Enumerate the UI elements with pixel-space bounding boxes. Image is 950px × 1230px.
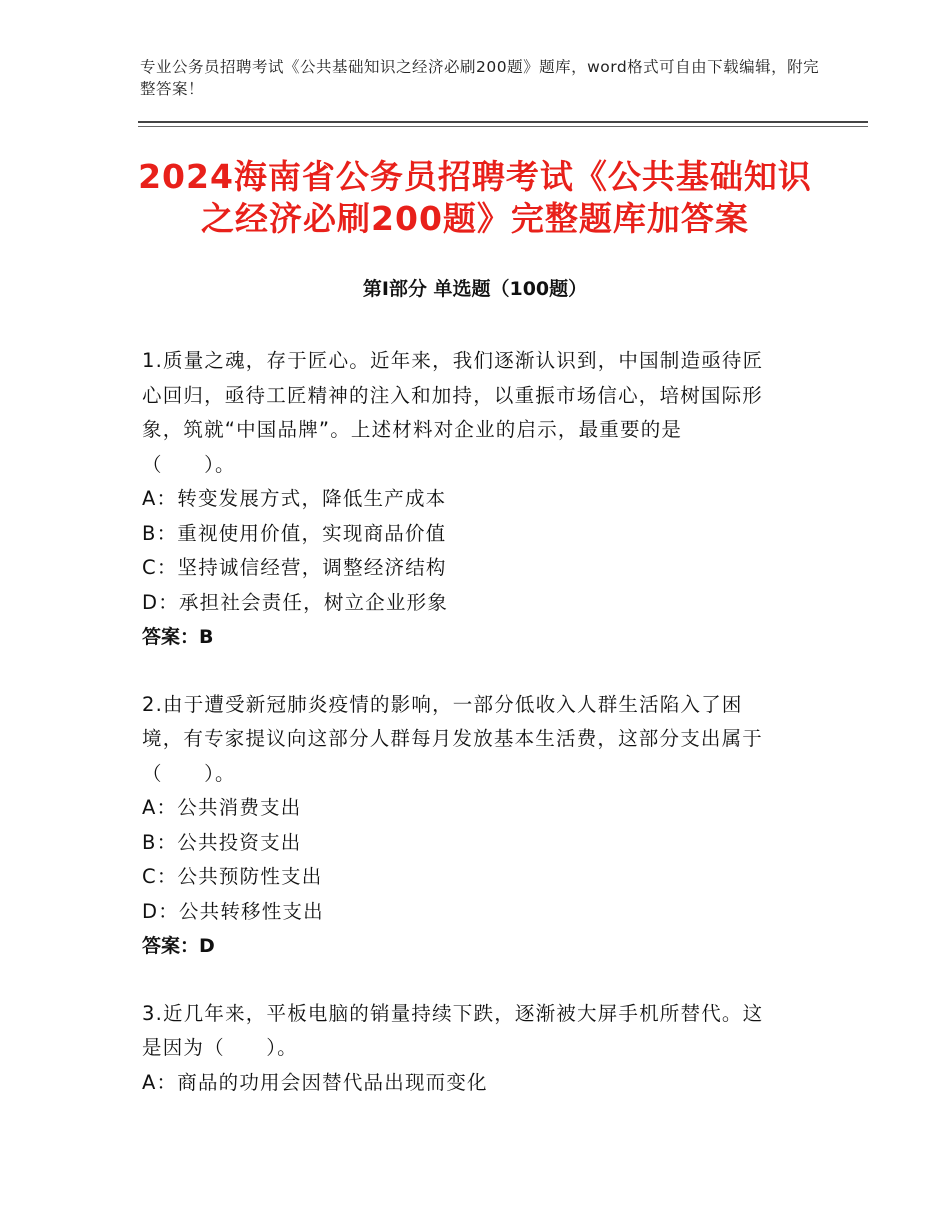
- header-note: 专业公务员招聘考试《公共基础知识之经济必刷200题》题库，word格式可自由下载编辑，附完整答案！: [140, 58, 820, 98]
- header-rule-thin: [138, 126, 868, 127]
- question-stem-line: （ ）。: [142, 452, 236, 476]
- title-line-2: 之经济必刷200题》完整题库加答案: [201, 199, 749, 238]
- question-1: [142, 344, 802, 655]
- option-a: A：商品的功用会因替代品出现而变化: [142, 1070, 488, 1094]
- answer: 答案：D: [142, 935, 215, 957]
- option-c: C：公共预防性支出: [142, 865, 323, 888]
- option-a: A：公共消费支出: [142, 796, 302, 819]
- question-stem-line: （ ）。: [142, 761, 236, 785]
- option-a: A：转变发展方式，降低生产成本: [142, 487, 447, 510]
- question-list: [142, 344, 802, 1133]
- option-b: B：重视使用价值，实现商品价值: [142, 521, 447, 545]
- section-title: 第Ⅰ部分 单选题（100题）: [362, 278, 588, 300]
- question-stem-line: 1.质量之魂，存于匠心。近年来，我们逐渐认识到，中国制造亟待匠: [142, 349, 764, 372]
- question-stem-line: 境，有专家提议向这部分人群每月发放基本生活费，这部分支出属于: [142, 727, 764, 750]
- option-c: C：坚持诚信经营，调整经济结构: [142, 556, 447, 579]
- document-title: [100, 156, 850, 240]
- question-stem-line: 象，筑就“中国品牌”。上述材料对企业的启示，最重要的是: [142, 418, 683, 441]
- question-3: [142, 997, 802, 1101]
- option-d: D：承担社会责任，树立企业形象: [142, 590, 449, 614]
- title-line-1: 2024海南省公务员招聘考试《公共基础知识: [138, 157, 812, 196]
- question-stem-line: 心回归，亟待工匠精神的注入和加持，以重振市场信心，培树国际形: [142, 383, 764, 407]
- question-stem-line: 2.由于遭受新冠肺炎疫情的影响，一部分低收入人群生活陷入了困: [142, 692, 743, 716]
- question-stem-line: 是因为（ ）。: [142, 1036, 298, 1059]
- option-b: B：公共投资支出: [142, 830, 302, 854]
- question-2: [142, 688, 802, 964]
- option-d: D：公共转移性支出: [142, 899, 324, 923]
- header-rule-thick: [138, 121, 868, 123]
- answer: 答案：B: [142, 626, 214, 648]
- question-stem-line: 3.近几年来，平板电脑的销量持续下跌，逐渐被大屏手机所替代。这: [142, 1001, 764, 1025]
